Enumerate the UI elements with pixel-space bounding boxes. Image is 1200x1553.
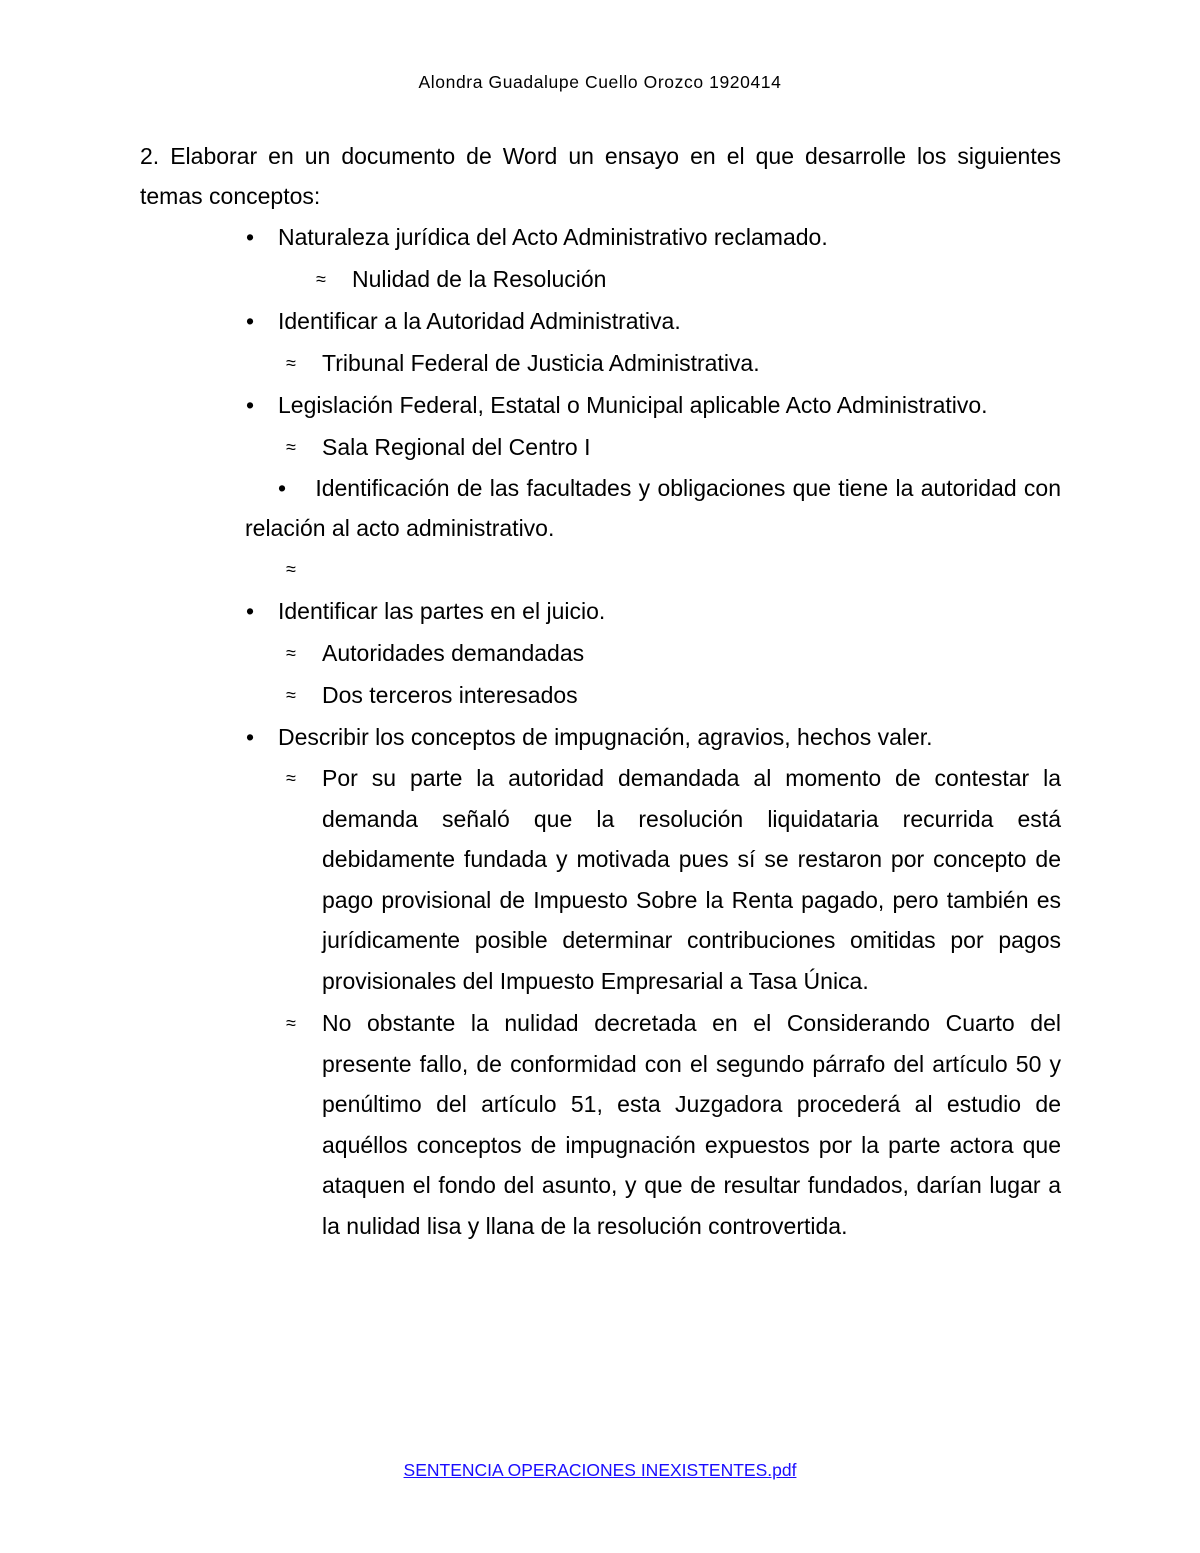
page-footer [0, 1460, 1200, 1481]
approx-icon: ≈ [286, 437, 296, 457]
list-item-text: Identificar las partes en el juicio. [278, 598, 606, 624]
pdf-link[interactable]: SENTENCIA OPERACIONES INEXISTENTES.pdf [403, 1460, 797, 1480]
sub-item-text: Dos terceros interesados [322, 682, 578, 708]
page-header: Alondra Guadalupe Cuello Orozco 1920414 [418, 72, 782, 92]
sub-item-text: Por su parte la autoridad demandada al momento de contestar la demanda señaló que la resolución liquidataria recurrida está debidamente fundada y motivada pues sí se restaron por concepto de pago provisional de Impuesto Sobre la Renta pagado, pero también es jurídicamente posible determinar contribuciones omitidas por pagos provisionales del Impuesto Empresarial a Tasa Única. [322, 765, 1061, 994]
sub-item [140, 258, 1061, 300]
list-item [140, 468, 1061, 548]
list-item [140, 716, 1061, 758]
bullet-icon: • [246, 224, 255, 250]
list-item-text: Legislación Federal, Estatal o Municipal aplicable Acto Administrativo. [278, 392, 988, 418]
sub-item [140, 632, 1061, 674]
sub-item-paragraph [140, 758, 1061, 1001]
sub-item-paragraph [140, 1003, 1061, 1246]
bullet-icon: • [246, 392, 255, 418]
sub-item [140, 674, 1061, 716]
bullet-icon: • [246, 308, 255, 334]
approx-icon: ≈ [286, 1013, 296, 1033]
list-item-text: Identificación de las facultades y obligaciones que tiene la autoridad con relación al acto administrativo. [245, 475, 1062, 541]
approx-icon: ≈ [286, 685, 296, 705]
list-item-text: Identificar a la Autoridad Administrativa. [278, 308, 681, 334]
approx-icon: ≈ [286, 768, 296, 788]
list-item [140, 216, 1061, 258]
sub-item-text: Autoridades demandadas [322, 640, 585, 666]
bullet-icon: • [278, 475, 287, 501]
sub-item [140, 548, 1061, 590]
list-item-text: Describir los conceptos de impugnación, agravios, hechos valer. [278, 724, 933, 750]
approx-icon: ≈ [316, 269, 326, 289]
list-item [140, 300, 1061, 342]
sub-item-text: No obstante la nulidad decretada en el Considerando Cuarto del presente fallo, de conformidad con el segundo párrafo del artículo 50 y penúltimo del artículo 51, esta Juzgadora procederá al estudio de aquéllos conceptos de impugnación expuestos por la parte actora que ataquen el fondo del asunto, y que de resultar fundados, darían lugar a la nulidad lisa y llana de la resolución controvertida. [322, 1010, 1061, 1239]
sub-item-text: Sala Regional del Centro I [322, 434, 591, 460]
intro-paragraph: 2. Elaborar en un documento de Word un ensayo en el que desarrolle los siguientes temas conceptos: [140, 143, 1061, 209]
list-item-text: Naturaleza jurídica del Acto Administrativo reclamado. [278, 224, 828, 250]
bullet-icon: • [246, 598, 255, 624]
approx-icon: ≈ [286, 643, 296, 663]
list-item [140, 384, 1061, 426]
sub-item-text: Nulidad de la Resolución [352, 266, 607, 292]
list-item [140, 590, 1061, 632]
sub-item-text: Tribunal Federal de Justicia Administrativa. [322, 350, 760, 376]
sub-item [140, 426, 1061, 468]
bullet-icon: • [246, 724, 255, 750]
approx-icon: ≈ [286, 559, 296, 579]
approx-icon: ≈ [286, 353, 296, 373]
document-body [140, 136, 1061, 1248]
sub-item [140, 342, 1061, 384]
